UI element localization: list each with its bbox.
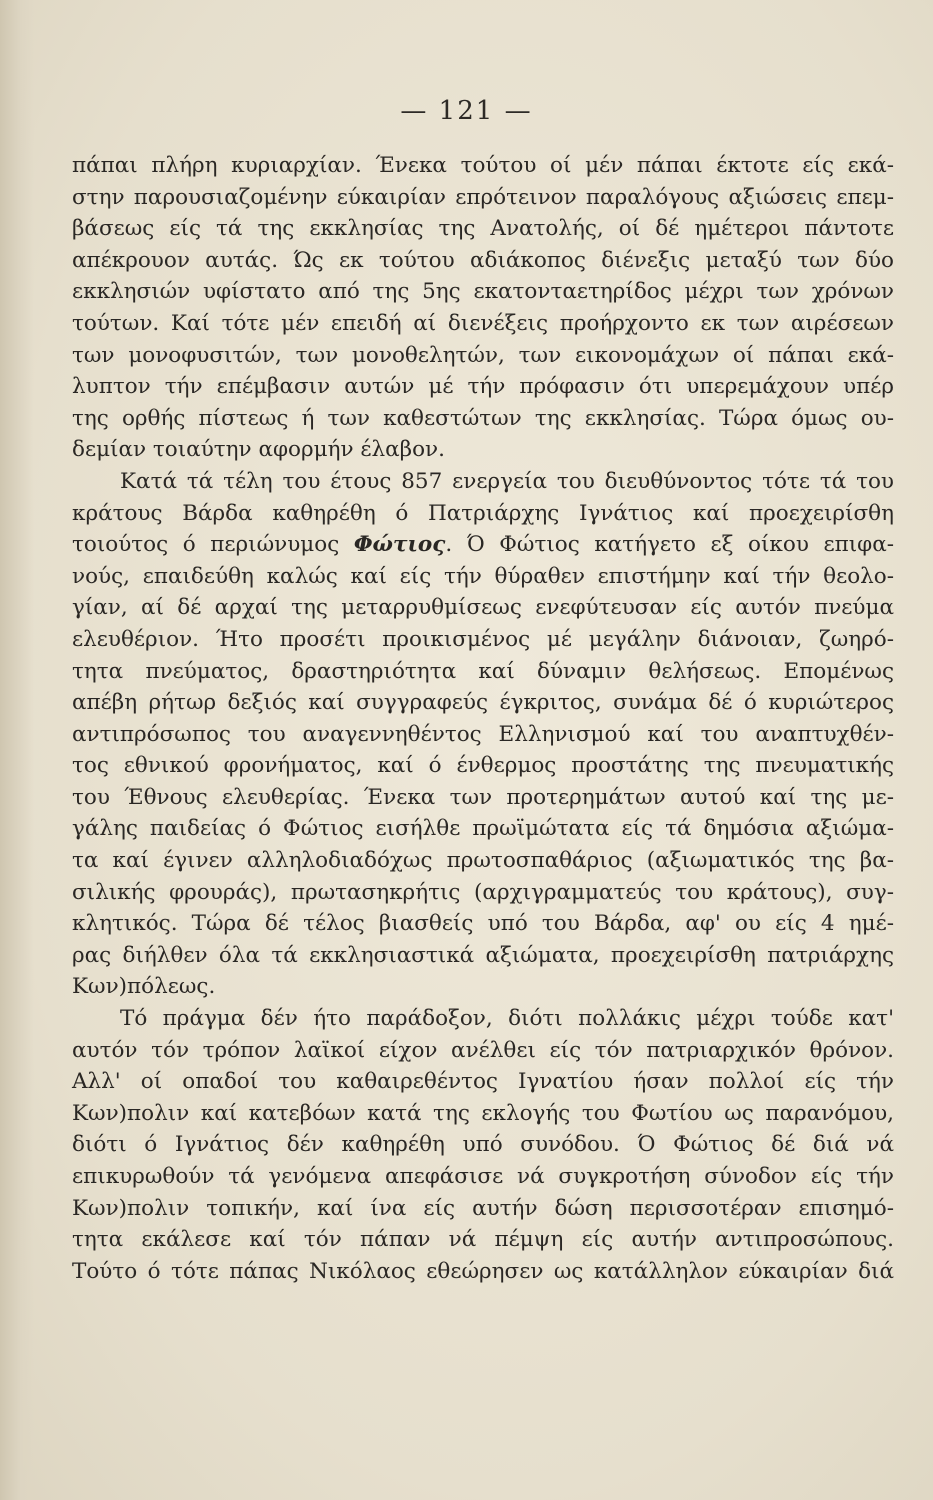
text-line: τοιούτος ό περιώνυμος Φώτιος. Ό Φώτιος κατήγετο εξ οίκου επιφα- bbox=[72, 532, 895, 558]
text-line: διότι ό Ιγνάτιος δέν καθηρέθη υπό συνόδου. Ό Φώτιος δέ διά νά bbox=[72, 1132, 894, 1158]
text-line: γίαν, αί δέ αρχαί της μεταρρυθμίσεως ενεφύτευσαν είς αυτόν πνεύμα bbox=[72, 595, 894, 621]
text-line: απέκρουον αυτάς. Ώς εκ τούτου αδιάκοπος διένεξις μεταξύ των δύο bbox=[72, 247, 894, 273]
text-line: αυτόν τόν τρόπον λαϊκοί είχον ανέλθει είς τόν πατριαρχικόν θρόνον. bbox=[72, 1037, 894, 1063]
text-line: Κων)πολιν καί κατεβόων κατά της εκλογής του Φωτίου ως παρανόμου, bbox=[72, 1100, 894, 1126]
text-line: λυπτον τήν επέμβασιν αυτών μέ τήν πρόφασιν ότι υπερεμάχουν υπέρ bbox=[72, 374, 894, 400]
text-line: τα καί έγινεν αλληλοδιαδόχως πρωτοσπαθάριος (αξιωματικός της βα- bbox=[72, 848, 894, 874]
text-line: κλητικός. Τώρα δέ τέλος βιασθείς υπό του Βάρδα, αφ' ου είς 4 ημέ- bbox=[72, 911, 894, 937]
text-line: επικυρωθούν τά γενόμενα απεφάσισε νά συγκροτήση σύνοδον είς τήν bbox=[72, 1164, 894, 1189]
text-line: τος εθνικού φρονήματος, καί ό ένθερμος προστάτης της πνευματικής bbox=[72, 753, 894, 779]
text-line: τητα εκάλεσε καί τόν πάπαν νά πέμψη είς αυτήν αντιπροσώπους. bbox=[72, 1227, 894, 1253]
text-line: Κων)πόλεως. bbox=[72, 974, 216, 1000]
page-gutter-shadow bbox=[0, 0, 34, 1500]
page-number: — 121 — bbox=[400, 96, 533, 126]
text-line: δεμίαν τοιαύτην αφορμήν έλαβον. bbox=[72, 437, 445, 463]
text-line: ρας διήλθεν όλα τά εκκλησιαστικά αξιώματα, προεχειρίσθη πατριάρχης bbox=[72, 942, 894, 968]
text-line: γάλης παιδείας ό Φώτιος εισήλθε πρωϊμώτατα είς τά δημόσια αξιώμα- bbox=[72, 816, 894, 842]
text-line: Τούτο ό τότε πάπας Νικόλαος εθεώρησεν ως κατάλληλον εύκαιρίαν διά bbox=[72, 1258, 894, 1284]
text-line: σιλικής φρουράς), πρωτασηκρήτις (αρχιγραμματεύς του κράτους), συγ- bbox=[72, 879, 894, 905]
text-line: βάσεως είς τά της εκκλησίας της Ανατολής, οί δέ ημέτεροι πάντοτε bbox=[72, 216, 894, 242]
text-line: νούς, επαιδεύθη καλώς καί είς τήν θύραθεν επιστήμην καί τήν θεολο- bbox=[72, 563, 894, 589]
text-line: εκκλησιών υφίστατο από της 5ης εκατονταετηρίδος μέχρι των χρόνων bbox=[72, 279, 894, 305]
text-line: Τό πράγμα δέν ήτο παράδοξον, διότι πολλάκις μέχρι τούδε κατ' bbox=[120, 1006, 894, 1032]
text-line: του Έθνους ελευθερίας. Ένεκα των προτερημάτων αυτού καί της με- bbox=[72, 784, 894, 810]
text-line: τητα πνεύματος, δραστηριότητα καί δύναμιν θελήσεως. Επομένως bbox=[72, 658, 894, 684]
text-line: Κων)πολιν τοπικήν, καί ίνα είς αυτήν δώση περισσοτέραν επισημό- bbox=[72, 1195, 894, 1221]
text-line: τούτων. Καί τότε μέν επειδή αί διενέξεις προήρχοντο εκ των αιρέσεων bbox=[72, 310, 894, 336]
text-line: Αλλ' οί οπαδοί του καθαιρεθέντος Ιγνατίου ήσαν πολλοί είς τήν bbox=[72, 1069, 894, 1095]
text-line: απέβη ρήτωρ δεξιός καί συγγραφεύς έγκριτος, συνάμα δέ ό κυριώτερος bbox=[72, 690, 894, 716]
text-line: των μονοφυσιτών, των μονοθελητών, των εικονομάχων οί πάπαι εκά- bbox=[72, 342, 894, 368]
body-text bbox=[72, 150, 894, 1287]
text-line: πάπαι πλήρη κυριαρχίαν. Ένεκα τούτου οί μέν πάπαι έκτοτε είς εκά- bbox=[72, 153, 894, 178]
text-line: κράτους Βάρδα καθηρέθη ό Πατριάρχης Ιγνάτιος καί προεχειρίσθη bbox=[72, 500, 894, 526]
text-line: της ορθής πίστεως ή των καθεστώτων της εκκλησίας. Τώρα όμως ου- bbox=[72, 405, 894, 431]
text-line: στην παρουσιαζομένην εύκαιρίαν επρότεινον παραλόγους αξιώσεις επεμ- bbox=[72, 184, 894, 210]
text-line: Κατά τά τέλη του έτους 857 ενεργεία του διευθύνοντος τότε τά του bbox=[120, 468, 894, 494]
text-line: ελευθέριον. Ήτο προσέτι προικισμένος μέ μεγάλην διάνοιαν, ζωηρό- bbox=[72, 626, 894, 652]
text-line: αντιπρόσωπος του αναγεννηθέντος Ελληνισμού καί του αναπτυχθέν- bbox=[72, 721, 894, 747]
emphasized-name: Φώτιος bbox=[353, 532, 446, 558]
